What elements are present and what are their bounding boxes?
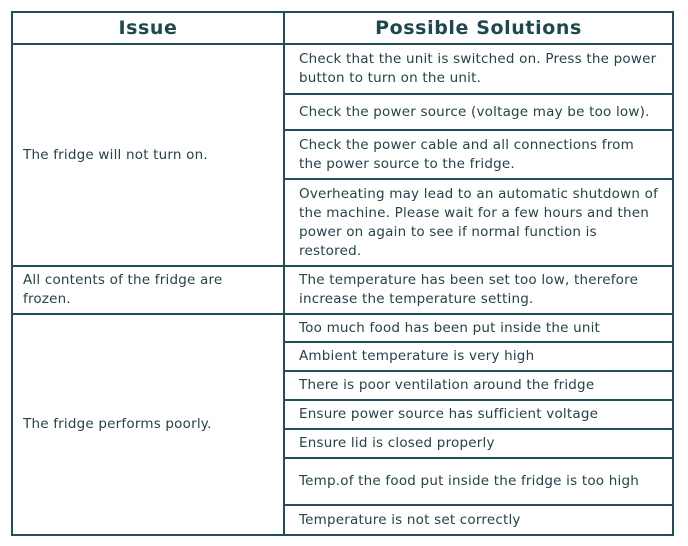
solution-cell: Overheating may lead to an automatic shutdown of the machine. Please wait for a few hours and then power on again to see if normal function is restored.: [284, 179, 673, 266]
solution-cell: Check that the unit is switched on. Press the power button to turn on the unit.: [284, 44, 673, 94]
solution-cell: Ambient temperature is very high: [284, 342, 673, 371]
solution-cell: The temperature has been set too low, therefore increase the temperature setting.: [284, 266, 673, 314]
issue-cell: The fridge will not turn on.: [12, 44, 284, 266]
troubleshooting-table: [11, 11, 674, 536]
solution-cell: Check the power cable and all connections from the power source to the fridge.: [284, 130, 673, 179]
header-row: [12, 12, 673, 44]
solution-cell: There is poor ventilation around the fridge: [284, 371, 673, 400]
solution-cell: Temp.of the food put inside the fridge is too high: [284, 458, 673, 505]
table-row: [12, 314, 673, 342]
solutions-column-header: Possible Solutions: [284, 12, 673, 44]
troubleshooting-table-wrapper: [11, 11, 672, 536]
issue-cell: The fridge performs poorly.: [12, 314, 284, 535]
solution-cell: Check the power source (voltage may be too low).: [284, 94, 673, 130]
issue-column-header: Issue: [12, 12, 284, 44]
solution-cell: Too much food has been put inside the unit: [284, 314, 673, 342]
solution-cell: Ensure lid is closed properly: [284, 429, 673, 458]
issue-cell: All contents of the fridge are frozen.: [12, 266, 284, 314]
table-row: [12, 266, 673, 314]
table-row: [12, 44, 673, 94]
solution-cell: Temperature is not set correctly: [284, 505, 673, 535]
solution-cell: Ensure power source has sufficient voltage: [284, 400, 673, 429]
